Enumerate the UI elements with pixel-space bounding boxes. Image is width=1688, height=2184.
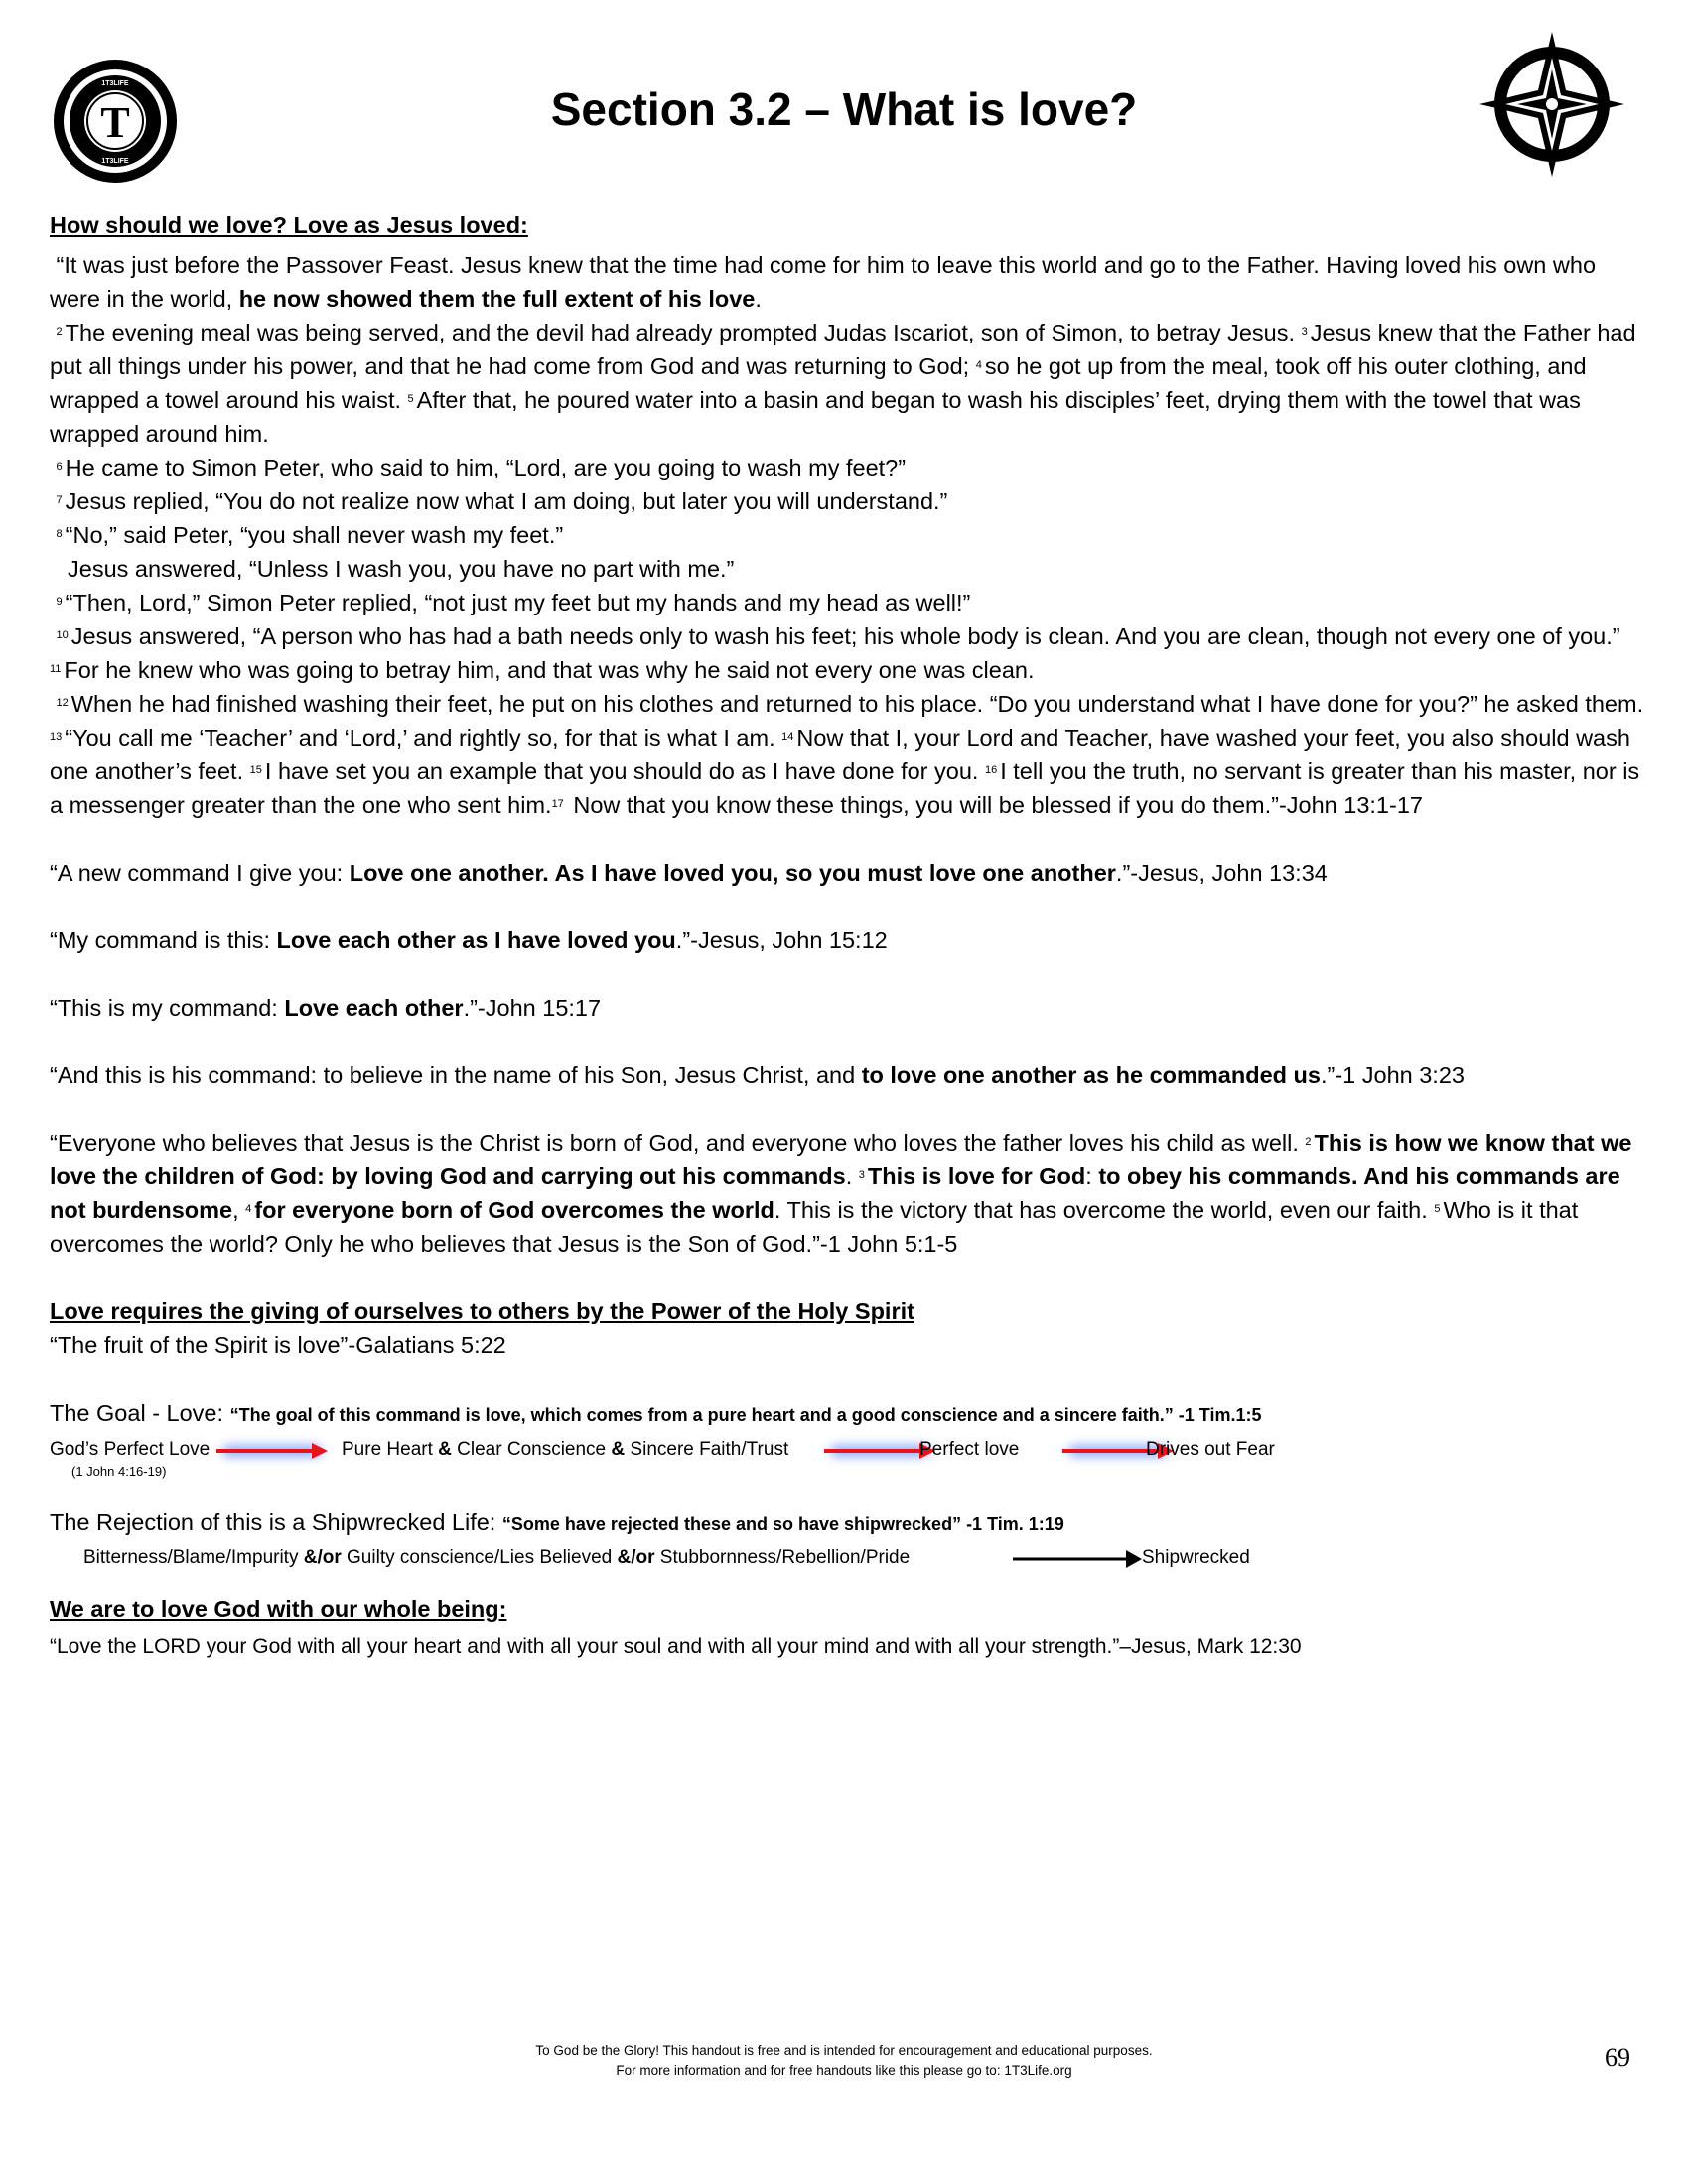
verse-number: 2 xyxy=(1305,1136,1312,1148)
goal-quote: “The goal of this command is love, which comes from a pure heart and a good conscience and a sincere faith.” -1 Tim.1:5 xyxy=(229,1405,1262,1425)
arrow-right-icon xyxy=(1011,1547,1144,1570)
quote-john-15-12: “My command is this: Love each other as I have loved you.”-Jesus, John 15:12 xyxy=(50,927,888,953)
john-13-verse-7: $^7$ Jesus replied, “You do not realize now what I am doing, but later you will understand.” xyxy=(56,488,948,514)
main-content xyxy=(50,208,1648,1664)
quote-john-15-17: “This is my command: Love each other.”-John 15:17 xyxy=(50,995,602,1021)
page-number: 69 xyxy=(1605,2043,1630,2072)
verse-number: 15 xyxy=(249,764,262,776)
john-13-verse-10: $^{10}$ Jesus answered, “A person who has had a bath needs only to wash his feet; his whole body is clean. And you are clean, though not every one of you.” $^{11}$ For he knew who was going to betray him, and that was why he said not every one was clean. xyxy=(50,623,1620,683)
john-13-verse-6: $^6$ He came to Simon Peter, who said to him, “Lord, are you going to wash my feet?” xyxy=(56,455,907,480)
quote-galatians-5-22: “The fruit of the Spirit is love”-Galatians 5:22 xyxy=(50,1332,506,1358)
svg-text:1T3LIFE: 1T3LIFE xyxy=(101,80,129,87)
quote-1-john-3-23: “And this is his command: to believe in the name of his Son, Jesus Christ, and to love one another as he commanded us.”-1 John 3:23 xyxy=(50,1062,1465,1088)
verse-number: 10 xyxy=(56,629,69,641)
john-13-verse-8b: Jesus answered, “Unless I wash you, you have no part with me.” xyxy=(68,556,735,582)
flow-step-gods-perfect-love: God’s Perfect Love xyxy=(50,1439,211,1460)
verse-number: 11 xyxy=(50,663,62,675)
flow-step-pure-heart: Pure Heart & Clear Conscience & Sincere Faith/Trust xyxy=(342,1439,789,1460)
verse-number: 5 xyxy=(1434,1203,1441,1215)
john-13-paragraph-2: $^2$ The evening meal was being served, and the devil had already prompted Judas Iscariot, son of Simon, to betray Jesus. $^3$ Jesus knew that the Father had put all things under his power, and that he had come from God and was returning to God; $^4$ so he got up from the meal, took off his outer clothing, and wrapped a towel around his waist. $^5$ After that, he poured water into a basin and began to wash his disciples’ feet, drying them with the towel that was wrapped around him. xyxy=(50,320,1636,447)
verse-number: 4 xyxy=(245,1203,252,1215)
verse-number: 7 xyxy=(56,494,63,506)
svg-text:T: T xyxy=(100,98,130,147)
rejection-items: Bitterness/Blame/Impurity &/or Guilty conscience/Lies Believed &/or Stubbornness/Rebellion/Pride xyxy=(83,1547,911,1568)
verse-number: 2 xyxy=(56,326,63,338)
john-13-verse-9: $^9$ “Then, Lord,” Simon Peter replied, “not just my feet but my hands and my head as well!” xyxy=(56,590,971,615)
goal-label: The Goal - Love: xyxy=(50,1400,230,1426)
john-13-paragraph-1: “It was just before the Passover Feast. Jesus knew that the time had come for him to leave this world and go to the Father. Having loved his own who were in the world, he now showed them the full extent of his love. xyxy=(50,252,1597,312)
verse-number: 5 xyxy=(407,393,414,405)
goal-line xyxy=(50,1396,1648,1432)
rejection-flow-diagram xyxy=(50,1541,1648,1576)
footer-line-2: For more information and for free handouts like this please go to: 1T3Life.org xyxy=(616,2063,1072,2078)
arrow-right-icon xyxy=(212,1435,332,1469)
verse-number: 16 xyxy=(984,764,998,776)
flow-step-perfect-love: Perfect love xyxy=(919,1439,1020,1460)
section-heading-whole-being: We are to love God with our whole being: xyxy=(50,1596,507,1622)
verse-number: 4 xyxy=(975,359,982,371)
goal-reference: (1 John 4:16-19) xyxy=(71,1464,167,1479)
verse-number: 8 xyxy=(56,528,63,540)
flow-step-drives-out-fear: Drives out Fear xyxy=(1146,1439,1275,1460)
verse-number: 3 xyxy=(858,1169,865,1181)
footer-line-1: To God be the Glory! This handout is free and is intended for encouragement and educational purposes. xyxy=(535,2043,1153,2058)
quote-john-13-34: “A new command I give you: Love one another. As I have loved you, so you must love one another.”-Jesus, John 13:34 xyxy=(50,860,1328,886)
section-heading-holy-spirit: Love requires the giving of ourselves to others by the Power of the Holy Spirit xyxy=(50,1298,914,1324)
john-13-verse-8a: $^8$ “No,” said Peter, “you shall never wash my feet.” xyxy=(56,522,564,548)
rejection-result: Shipwrecked xyxy=(1142,1547,1250,1568)
rejection-line: The Rejection of this is a Shipwrecked Life: “Some have rejected these and so have shipwrecked” -1 Tim. 1:19 xyxy=(50,1509,1064,1535)
section-heading-love-as-jesus: How should we love? Love as Jesus loved: xyxy=(50,212,528,238)
verse-number: 14 xyxy=(781,731,794,743)
john-13-verse-12: $^{12}$ When he had finished washing their feet, he put on his clothes and returned to his place. “Do you understand what I have done for you?” he asked them. $^{13}$ “You call me ‘Teacher’ and ‘Lord,’ and rightly so, for that is what I am. $^{14}$ Now that I, your Lord and Teacher, have washed your feet, you also should wash one another’s feet. $^{15}$ I have set you an example that you should do as I have done for you. $^{16}$ I tell you the truth, no servant is greater than his master, nor is a messenger greater than the one who sent him.$^{17}$ Now that you know these things, you will be blessed if you do them.”-John 13:1-17 xyxy=(50,691,1644,818)
verse-number: 6 xyxy=(56,461,63,473)
quote-1-john-5-1-5: “Everyone who believes that Jesus is the Christ is born of God, and everyone who loves the father loves his child as well. $^2$ This is how we know that we love the children of God: by loving God and carrying out his commands. $^3$ This is love for God: to obey his commands. And his commands are not burdensome, $^4$ for everyone born of God overcomes the world. This is the victory that has overcome the world, even our faith. $^5$ Who is it that overcomes the world? Only he who believes that Jesus is the Son of God.”-1 John 5:1-5 xyxy=(50,1130,1632,1257)
verse-number: 13 xyxy=(50,731,63,743)
svg-text:1T3LIFE: 1T3LIFE xyxy=(101,158,129,165)
page-title: Section 3.2 – What is love? xyxy=(550,83,1138,135)
verse-number: 3 xyxy=(1301,326,1308,338)
verse-number: 17 xyxy=(551,798,564,810)
verse-number: 12 xyxy=(56,697,69,709)
goal-flow-diagram xyxy=(50,1432,1648,1475)
verse-number: 9 xyxy=(56,596,63,608)
page-footer xyxy=(0,2041,1688,2081)
quote-mark-12-30: “Love the LORD your God with all your heart and with all your soul and with all your mind and with all your strength.”–Jesus, Mark 12:30 xyxy=(50,1635,1302,1658)
